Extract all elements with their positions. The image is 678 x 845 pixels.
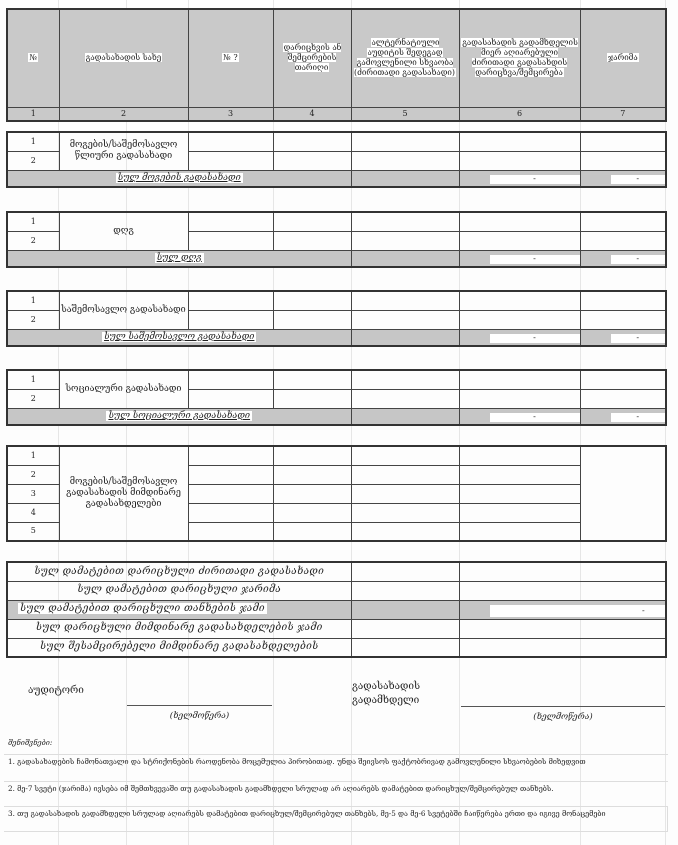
cell[interactable] (580, 151, 666, 170)
cell[interactable] (459, 503, 580, 522)
summary-value[interactable] (459, 619, 666, 638)
cell[interactable] (273, 231, 351, 250)
cell[interactable] (273, 212, 351, 231)
col-number-4: 4 (273, 107, 351, 121)
section-total-col6[interactable]: - (459, 408, 580, 425)
cell[interactable] (351, 231, 459, 250)
note-item: 1. გადასახადების ჩამონათვალი და სტრიქონების რაოდენობა მოცემულია პირობითად. უნდა შეივსოს ფაქტობრივად გამოვლენილი სხვაობების მიხედვით (4, 755, 668, 782)
summary-value[interactable] (459, 581, 666, 600)
cell[interactable] (459, 212, 580, 231)
header-col-3: № ? (188, 9, 273, 107)
cell[interactable] (188, 212, 273, 231)
section-total-col7[interactable]: - (580, 329, 666, 346)
cell[interactable] (459, 151, 580, 170)
cell[interactable] (273, 484, 351, 503)
summary-label: სულ შესამცირებელი მიმდინარე გადასახდელების (7, 638, 351, 657)
tax-section-table (6, 369, 667, 426)
auditor-label: აუდიტორი (28, 685, 84, 696)
cell[interactable] (351, 151, 459, 170)
cell[interactable] (580, 231, 666, 250)
cell[interactable] (188, 231, 273, 250)
cell[interactable] (188, 446, 273, 465)
taxpayer-signature-caption: (ხელმოწერა) (533, 712, 593, 722)
cell[interactable] (351, 132, 459, 151)
section-total-col7[interactable]: - (580, 250, 666, 267)
cell[interactable] (188, 310, 273, 329)
cell[interactable] (580, 370, 666, 389)
note-item: 2. მე-7 სვეტი (ჯარიმა) ივსება იმ შემთხვევაში თუ გადასახადის გადამხდელი სრულად არ აღიარებს დამატებით დარიცხულ/შემცირებულ თანხებს. (4, 782, 668, 807)
row-number: 1 (7, 291, 59, 310)
cell[interactable] (188, 465, 273, 484)
cell[interactable] (351, 465, 459, 484)
section-total-col5[interactable] (351, 250, 459, 267)
tax-section-table (6, 290, 667, 347)
section-total-col6[interactable]: - (459, 170, 580, 187)
header-col-4: დარიცხვის ან შემცირების თარიღი (273, 9, 351, 107)
cell[interactable] (580, 132, 666, 151)
tax-name: სოციალური გადასახადი (59, 370, 188, 408)
row-number: 4 (7, 503, 59, 522)
row-number: 1 (7, 370, 59, 389)
section-total-col5[interactable] (351, 329, 459, 346)
cell[interactable] (273, 389, 351, 408)
cell[interactable] (351, 522, 459, 541)
cell[interactable] (580, 389, 666, 408)
header-col-5: ალტერნატიული აუდიტის შედეგად გამოვლენილი სხვაობა (ძირითადი გადასახადი) (351, 9, 459, 107)
cell[interactable] (351, 370, 459, 389)
cell[interactable] (273, 522, 351, 541)
cell[interactable] (351, 310, 459, 329)
section-total-col6[interactable]: - (459, 329, 580, 346)
summary-cell[interactable] (351, 638, 459, 657)
row-number: 2 (7, 231, 59, 250)
cell[interactable] (580, 212, 666, 231)
row-number: 1 (7, 132, 59, 151)
section-total-col5[interactable] (351, 408, 459, 425)
col-number-1: 1 (7, 107, 59, 121)
header-table (6, 8, 667, 122)
cell[interactable] (580, 310, 666, 329)
cell[interactable] (351, 446, 459, 465)
auditor-signature-line[interactable] (127, 705, 272, 706)
summary-value[interactable] (459, 638, 666, 657)
summary-label: სულ დამატებით დარიცხული ჯარიმა (7, 581, 351, 600)
summary-cell[interactable] (351, 619, 459, 638)
cell[interactable] (188, 291, 273, 310)
row-number: 1 (7, 212, 59, 231)
row-number: 2 (7, 389, 59, 408)
cell[interactable] (188, 484, 273, 503)
section-total-label: სულ საშემოსავლო გადასახადი (7, 329, 351, 346)
section-total-label: სულ დღგ (7, 250, 351, 267)
cell[interactable] (273, 310, 351, 329)
cell[interactable] (273, 446, 351, 465)
section-total-label: სულ მოგების გადასახადი (7, 170, 351, 187)
cell[interactable] (188, 151, 273, 170)
col-number-3: 3 (188, 107, 273, 121)
cell[interactable] (459, 522, 580, 541)
cell[interactable] (273, 465, 351, 484)
cell[interactable] (188, 132, 273, 151)
col-number-2: 2 (59, 107, 188, 121)
cell[interactable] (273, 151, 351, 170)
section-total-col5[interactable] (351, 170, 459, 187)
summary-label: სულ დარიცხული მიმდინარე გადასახდელების ჯამი (7, 619, 351, 638)
row-number: 2 (7, 151, 59, 170)
cell[interactable] (188, 522, 273, 541)
cell[interactable] (188, 370, 273, 389)
row-number: 1 (7, 446, 59, 465)
row-number: 2 (7, 310, 59, 329)
section-total-col7[interactable]: - (580, 170, 666, 187)
summary-label-total: სულ დამატებით დარიცხული თანხების ჯამი (7, 600, 351, 619)
cell[interactable] (459, 291, 580, 310)
cell[interactable] (351, 503, 459, 522)
cell[interactable] (459, 310, 580, 329)
summary-cell[interactable] (351, 562, 459, 581)
section-total-col6[interactable]: - (459, 250, 580, 267)
cell[interactable] (459, 389, 580, 408)
summary-cell[interactable] (351, 581, 459, 600)
cell[interactable] (459, 370, 580, 389)
row-number: 5 (7, 522, 59, 541)
header-col-7: ჯარიმა (580, 9, 666, 107)
section-total-col7[interactable]: - (580, 408, 666, 425)
cell[interactable] (188, 503, 273, 522)
auditor-signature-caption: (ხელმოწერა) (169, 711, 230, 721)
tax-name: დღგ (59, 212, 188, 250)
current-payments-table (6, 445, 667, 542)
summary-label: სულ დამატებით დარიცხული ძირითადი გადასახადი (7, 562, 351, 581)
cell[interactable] (459, 132, 580, 151)
current-payments-tax-name: მოგების/საშემოსავლო გადასახადის მიმდინარე გადასახდელები (59, 446, 188, 541)
row-number: 2 (7, 465, 59, 484)
tax-name: მოგების/საშემოსავლო წლიური გადასახადი (59, 132, 188, 170)
cell[interactable] (273, 503, 351, 522)
summary-table (6, 561, 667, 658)
cell[interactable] (351, 389, 459, 408)
note-item: 3. თუ გადასახადის გადამხდელი სრულად აღიარებს დამატებით დარიცხულ/შემცირებულ თანხებს, მე-5 და მე-6 სვეტებში ჩაიწერება ერთი და იგივე მონაცემები (4, 807, 668, 832)
cell[interactable] (459, 446, 580, 465)
tax-section-table (6, 131, 667, 188)
cell[interactable] (273, 132, 351, 151)
notes-title: შენიშვნები: (4, 736, 668, 755)
header-col-2: გადასახადის სახე (59, 9, 188, 107)
summary-value[interactable] (459, 562, 666, 581)
cell[interactable] (580, 291, 666, 310)
col-number-7: 7 (580, 107, 666, 121)
cell[interactable] (459, 465, 580, 484)
header-col-1: № (7, 9, 59, 107)
cell[interactable] (459, 484, 580, 503)
col-number-5: 5 (351, 107, 459, 121)
cell[interactable] (188, 389, 273, 408)
taxpayer-signature-line[interactable] (461, 706, 665, 707)
cell[interactable] (273, 291, 351, 310)
cell[interactable] (351, 484, 459, 503)
col-number-6: 6 (459, 107, 580, 121)
taxpayer-label: გადასახადის გადამხდელი (352, 681, 421, 706)
summary-total-value[interactable]: - (459, 600, 666, 619)
cell[interactable] (351, 212, 459, 231)
summary-cell[interactable] (351, 600, 459, 619)
tax-section-table (6, 211, 667, 268)
cell[interactable] (459, 231, 580, 250)
cell-col7[interactable] (580, 446, 666, 541)
cell[interactable] (351, 291, 459, 310)
row-number: 3 (7, 484, 59, 503)
section-total-label: სულ სოციალური გადასახადი (7, 408, 351, 425)
header-col-6: გადასახადის გადამხდელის მიერ აღიარებული ძირითადი გადასახდის დარიცხვა/შემცირება (459, 9, 580, 107)
cell[interactable] (273, 370, 351, 389)
tax-name: საშემოსავლო გადასახადი (59, 291, 188, 329)
notes (4, 736, 668, 832)
